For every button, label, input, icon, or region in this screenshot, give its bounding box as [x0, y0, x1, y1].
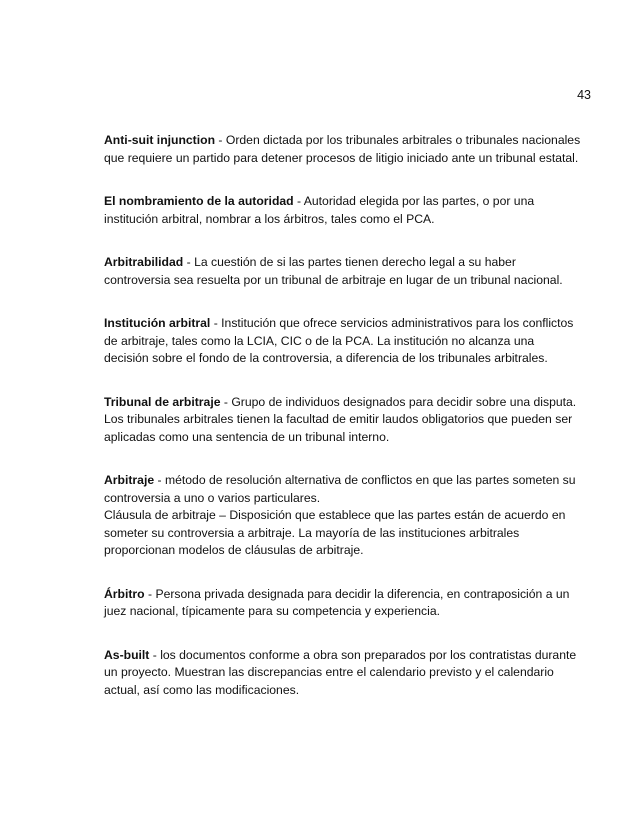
glossary-entry-arbitrabilidad [104, 254, 600, 289]
glossary-definition-line: actual, así como las modificaciones. [104, 682, 300, 697]
glossary-definition-line: Los tribunales arbitrales tienen la facultad de emitir laudos obligatorios que pueden ser [104, 412, 573, 426]
glossary-entry-arbitro [104, 586, 600, 621]
glossary-entry-arbitraje [104, 472, 600, 560]
glossary [104, 132, 600, 699]
glossary-definition: - método de resolución alternativa de conflictos en que las partes someten su [154, 473, 576, 487]
glossary-definition-line: institución arbitral, nombrar a los árbitros, tales como el PCA. [104, 211, 435, 226]
glossary-definition-line: de arbitraje, tales como la LCIA, CIC o de la PCA. La institución no alcanza una [104, 333, 535, 348]
glossary-definition-line: un proyecto. Muestran las discrepancias entre el calendario previsto y el calendario [104, 665, 554, 679]
glossary-term: As-built [104, 647, 150, 662]
glossary-definition-line: decisión sobre el fondo de la controversia, a diferencia de los tribunales arbitrales. [104, 351, 548, 365]
glossary-entry-institucion-arbitral [104, 315, 600, 368]
page-number: 43 [577, 88, 591, 102]
glossary-term: El nombramiento de la autoridad [104, 194, 294, 208]
glossary-entry-nombramiento-autoridad [104, 193, 600, 228]
glossary-definition-line: aplicadas como una sentencia de un tribunal interno. [104, 429, 390, 444]
glossary-definition: - Orden dictada por los tribunales arbitrales o tribunales nacionales [215, 133, 581, 147]
glossary-term: Árbitro [104, 586, 145, 601]
glossary-definition: - Grupo de individuos designados para decidir sobre una disputa. [220, 394, 577, 409]
glossary-term: Anti-suit injunction [104, 133, 216, 147]
glossary-definition: - los documentos conforme a obra son preparados por los contratistas durante [149, 647, 577, 662]
glossary-term: Tribunal de arbitraje [104, 394, 221, 409]
glossary-entry-as-built [104, 647, 600, 700]
glossary-definition: - Institución que ofrece servicios administrativos para los conflictos [210, 316, 574, 330]
glossary-definition-line: juez nacional, típicamente para su competencia y experiencia. [104, 604, 441, 618]
glossary-definition: - Persona privada designada para decidir la diferencia, en contraposición a un [144, 586, 570, 601]
glossary-entry-anti-suit-injunction [104, 132, 600, 167]
glossary-definition-line: controversia a uno o varios particulares. [104, 490, 321, 505]
glossary-entry-tribunal-de-arbitraje [104, 394, 600, 447]
glossary-definition-line: proporcionan modelos de cláusulas de arbitraje. [104, 543, 364, 557]
glossary-definition-line: Cláusula de arbitraje – Disposición que establece que las partes están de acuerdo en [104, 508, 566, 522]
glossary-definition: - Autoridad elegida por las partes, o por una [293, 194, 535, 208]
glossary-term: Arbitrabilidad [104, 255, 184, 269]
glossary-definition-line: controversia sea resuelta por un tribunal de arbitraje en lugar de un tribunal nacional. [104, 272, 563, 287]
glossary-definition-line: que requiere un partido para detener procesos de litigio iniciado ante un tribunal estatal. [104, 150, 579, 165]
glossary-definition: - La cuestión de si las partes tienen derecho legal a su haber [183, 255, 516, 269]
glossary-term: Institución arbitral [104, 316, 211, 330]
glossary-term: Arbitraje [104, 473, 155, 487]
glossary-definition-line: someter su controversia a arbitraje. La mayoría de las instituciones arbitrales [104, 525, 520, 540]
